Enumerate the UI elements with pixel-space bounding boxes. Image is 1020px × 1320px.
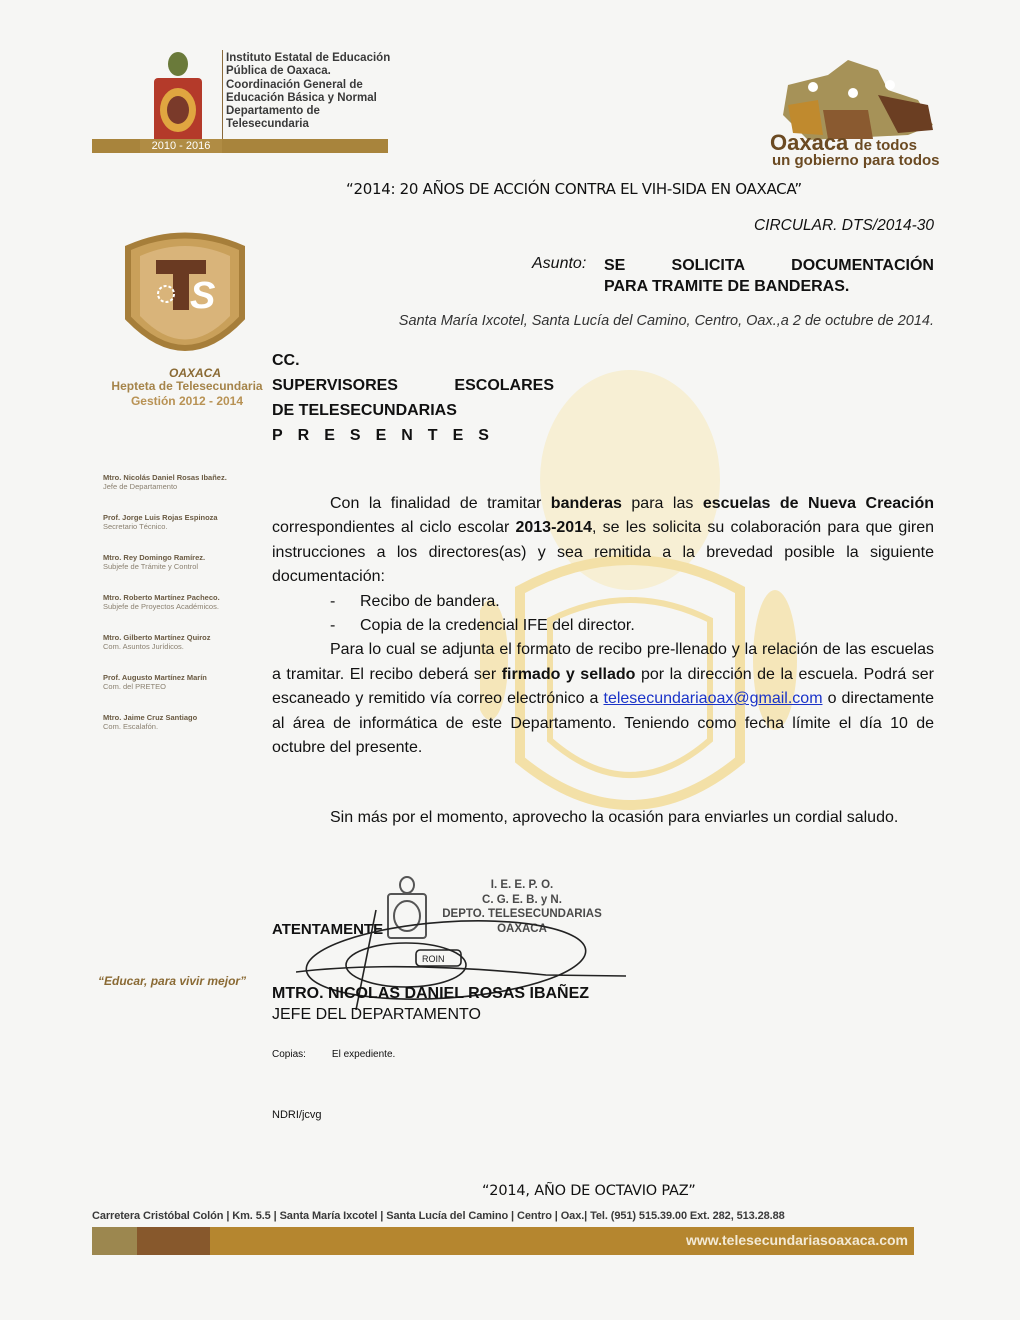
recipients-cc: CC.: [272, 352, 300, 369]
bold-text: banderas: [550, 495, 622, 512]
bold-text: escuelas de Nueva Creación: [702, 495, 935, 512]
copies-value: El expediente.: [331, 1049, 396, 1060]
signer-name: MTRO. NICOLAS DANIEL ROSAS IBAÑEZ: [272, 985, 590, 1002]
seal-line: C. G. E. B. y N.: [482, 893, 562, 906]
institution-line: Pública de Oaxaca.: [226, 65, 331, 78]
bullet: -: [330, 617, 336, 635]
subject-word: DOCUMENTACIÓN: [791, 257, 934, 274]
list-item-text: Copia de la credencial IFE del director.: [360, 617, 635, 635]
slogan: “Educar, para vivir mejor”: [98, 974, 247, 988]
list-item: [272, 614, 934, 638]
staff-name: Mtro. Rey Domingo Ramírez.: [103, 553, 206, 562]
staff-name: Mtro. Nicolás Daniel Rosas Ibañez.: [103, 473, 227, 482]
text: correspondientes al ciclo escolar: [272, 519, 516, 537]
recipients-word: ESCOLARES: [454, 377, 554, 394]
list-item: [272, 590, 934, 614]
staff-role: Subjefe de Trámite y Control: [103, 562, 199, 571]
staff-name: Prof. Jorge Luis Rojas Espinoza: [103, 513, 218, 522]
institution-line: Coordinación General de: [226, 78, 363, 91]
footer-address: Carretera Cristóbal Colón | Km. 5.5 | Santa María Ixcotel | Santa Lucía del Camino | Centro | Oax.| Tel. (951) 515.39.00 Ext. 282, 513.28.88: [92, 1210, 785, 1222]
staff-role: Com. del PRETEO: [103, 682, 166, 691]
staff-item: [103, 593, 263, 633]
subject-line-2: PARA TRAMITE DE BANDERAS.: [604, 278, 850, 295]
copies: [272, 1049, 395, 1060]
subject-text: [604, 255, 934, 297]
subject-label: Asunto:: [532, 255, 587, 272]
recipients-presentes: PRESENTES: [272, 427, 504, 444]
text: , se les solicita su colaboración para que giren instrucciones a los directores(as) y sea remitida a la brevedad posible la siguiente documentación:: [272, 519, 935, 586]
closing-text: Sin más por el momento, aprovecho la ocasión para enviarles un cordial saludo.: [330, 809, 899, 826]
header-period: 2010 - 2016: [140, 139, 222, 153]
text: Con la finalidad de tramitar: [330, 495, 551, 512]
institution-line: Telesecundaria: [226, 118, 309, 131]
subject-word: SOLICITA: [671, 257, 745, 274]
staff-name: Mtro. Jaime Cruz Santiago: [103, 713, 198, 722]
circular-number: CIRCULAR. DTS/2014-30: [753, 217, 934, 234]
seal-line: DEPTO. TELESECUNDARIAS: [442, 908, 602, 920]
subject-word: SE: [604, 257, 626, 274]
staff-name: Mtro. Gilberto Martínez Quiroz: [103, 633, 211, 642]
ts-logo-period: Gestión 2012 - 2014: [130, 394, 244, 408]
text: por la dirección de la escuela. Podrá ser escaneado y remitido vía correo electrónico a: [272, 665, 934, 708]
institution-name: [226, 52, 390, 132]
seal-line: I. E. E. P. O.: [490, 879, 554, 891]
staff-name: Mtro. Roberto Martínez Pacheco.: [103, 593, 220, 602]
atentamente: ATENTAMENTE: [272, 921, 384, 938]
gov-logo-suffix: de todos: [854, 137, 917, 154]
ts-logo-city: OAXACA: [168, 366, 221, 380]
paragraph-2: [272, 638, 934, 760]
bold-text: firmado y sellado: [501, 665, 636, 683]
institution-line: Educación Básica y Normal: [226, 91, 377, 104]
recipients-line-2: DE TELESECUNDARIAS: [272, 402, 457, 419]
header-period-bar: [92, 139, 388, 153]
text: para las: [621, 495, 703, 512]
staff-directory: [103, 473, 263, 753]
closing-paragraph: [272, 806, 934, 830]
footer-motto: “2014, AÑO DE OCTAVIO PAZ”: [482, 1183, 696, 1199]
email-link[interactable]: telesecundariaoax@gmail.com: [603, 690, 823, 708]
gov-logo-word: Oaxaca: [770, 130, 849, 155]
bold-text: 2013-2014: [515, 519, 592, 537]
paragraph-1: [272, 492, 934, 590]
ts-logo-name: Hepteta de Telesecundaria: [111, 379, 263, 393]
footer-bar-olive: [92, 1227, 137, 1255]
telesecundaria-shield-logo-icon: [118, 228, 252, 368]
seal-line: OAXACA: [497, 922, 547, 935]
institution-line: Instituto Estatal de Educación: [226, 52, 391, 64]
footer-website: www.telesecundariasoaxaca.com: [685, 1232, 908, 1248]
svg-text:S: S: [190, 275, 216, 317]
staff-item: [103, 673, 263, 713]
institution-line: Departamento de: [226, 105, 320, 118]
recipients-word: SUPERVISORES: [272, 377, 398, 394]
text: o directamente al área de informática de este Departamento. Teniendo como fecha límite el día 10 de octubre del presente.: [272, 690, 935, 757]
staff-role: Jefe de Departamento: [103, 482, 178, 491]
signer-role: JEFE DEL DEPARTAMENTO: [272, 1006, 481, 1023]
year-motto: “2014: 20 AÑOS DE ACCIÓN CONTRA EL VIH-SIDA EN OAXACA”: [346, 180, 802, 198]
staff-item: [103, 713, 263, 753]
initials-mark: ROIN: [422, 954, 445, 964]
staff-role: Com. Escalafón.: [103, 722, 159, 731]
oaxaca-coat-of-arms-icon: [150, 50, 206, 146]
bullet: -: [330, 592, 336, 610]
list-item-text: Recibo de bandera.: [360, 592, 500, 610]
header-divider: [222, 50, 223, 140]
staff-name: Prof. Augusto Martínez Marín: [103, 673, 207, 682]
recipients: [272, 348, 554, 448]
staff-role: Subjefe de Proyectos Académicos.: [103, 602, 219, 611]
copies-label: Copias:: [272, 1049, 306, 1060]
reference-initials: NDRI/jcvg: [272, 1109, 322, 1121]
place-and-date: Santa María Ixcotel, Santa Lucía del Camino, Centro, Oax.,a 2 de octubre de 2014.: [398, 313, 934, 329]
staff-role: Com. Asuntos Jurídicos.: [103, 642, 184, 651]
text: Para lo cual se adjunta el formato de recibo pre-llenado y la relación de las escuelas a tramitar. El recibo deberá ser: [272, 641, 934, 683]
staff-item: [103, 553, 263, 593]
gov-logo-subtitle: un gobierno para todos: [772, 152, 940, 169]
staff-item: [103, 473, 263, 513]
staff-item: [103, 633, 263, 673]
letter-body: [272, 492, 934, 760]
staff-role: Secretario Técnico.: [103, 522, 168, 531]
staff-item: [103, 513, 263, 553]
footer-bar-brown: [137, 1227, 210, 1255]
